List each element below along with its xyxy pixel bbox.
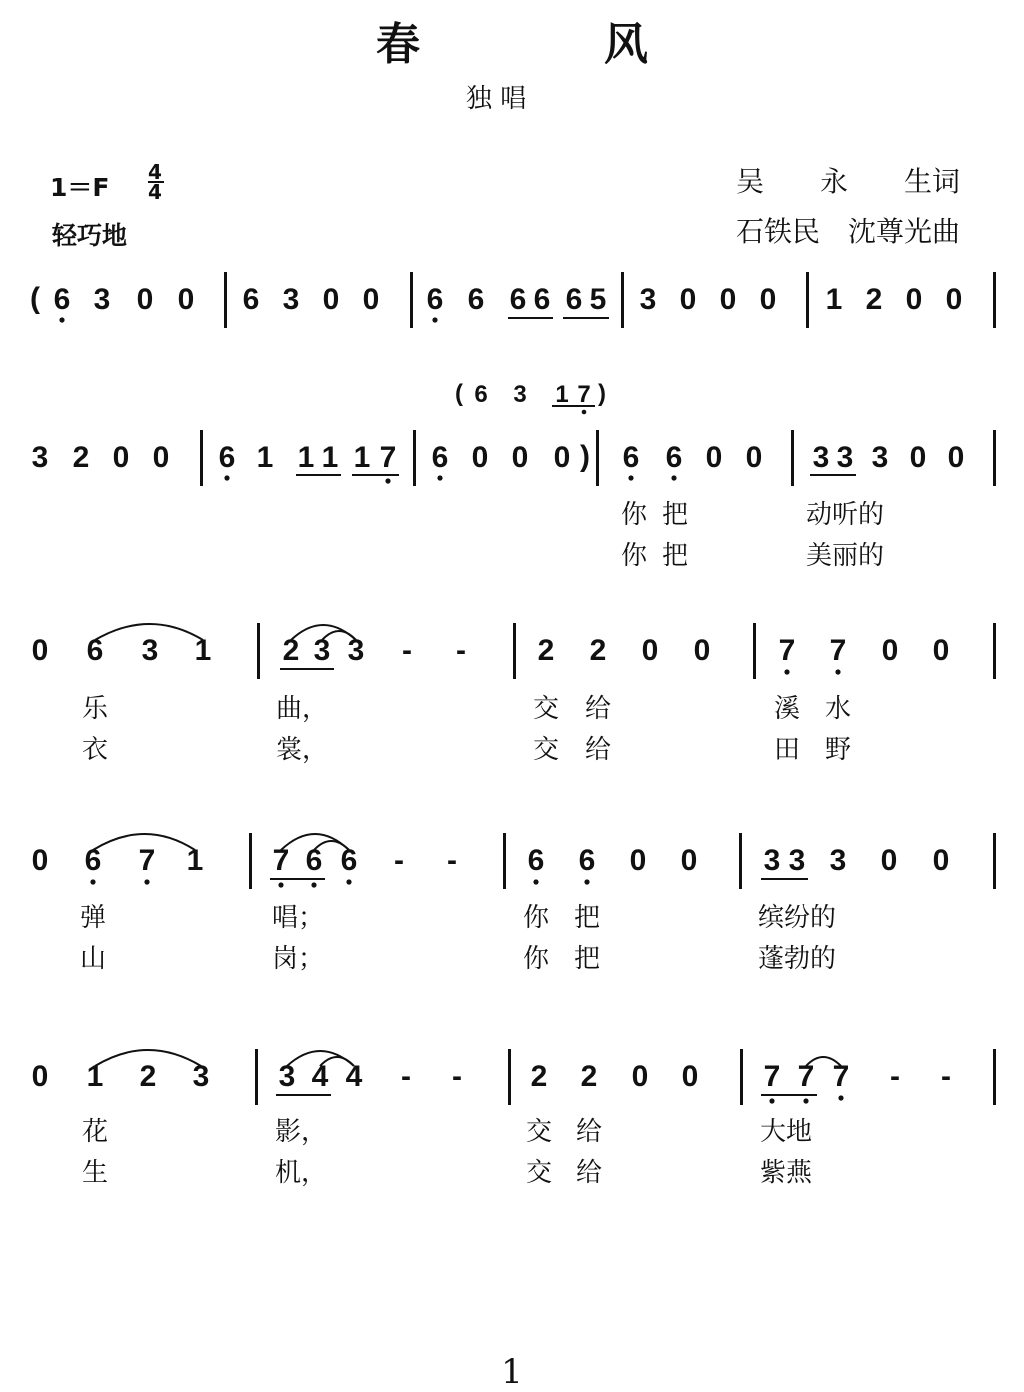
note: 0 bbox=[553, 441, 571, 474]
note: 1 bbox=[186, 844, 204, 877]
lyric-r2-v2: 美丽的 bbox=[806, 541, 885, 571]
slur bbox=[314, 841, 349, 850]
note: 0 bbox=[31, 844, 49, 877]
note: 3 bbox=[763, 844, 781, 877]
note: 3 bbox=[31, 441, 49, 474]
note: 0 bbox=[745, 441, 763, 474]
note: 1 bbox=[297, 441, 315, 474]
note: 2 bbox=[865, 283, 883, 316]
low-octave-dot bbox=[144, 879, 149, 884]
lyric-r3-v2: 田 bbox=[773, 735, 801, 765]
note: 0 bbox=[719, 283, 737, 316]
lyric-r2-v2: 你 bbox=[620, 541, 648, 571]
note: 0 bbox=[932, 844, 950, 877]
low-octave-dot bbox=[278, 882, 283, 887]
note: 1 bbox=[555, 381, 569, 408]
low-octave-dot bbox=[584, 879, 589, 884]
lyric-r3-v1: 乐 bbox=[81, 694, 109, 724]
note: 6 bbox=[340, 844, 358, 877]
note: 0 bbox=[362, 283, 380, 316]
lyric-r3-v2: 裳， bbox=[276, 735, 329, 765]
low-octave-dot bbox=[432, 317, 437, 322]
note: 0 bbox=[511, 441, 529, 474]
note: 2 bbox=[537, 634, 555, 667]
note: 6 bbox=[53, 283, 71, 316]
close-paren: ) bbox=[580, 440, 590, 473]
note: 6 bbox=[86, 634, 104, 667]
note: - bbox=[941, 1060, 951, 1093]
lyric-r3-v1: 水 bbox=[824, 694, 852, 724]
note: 3 bbox=[871, 441, 889, 474]
lyric-r3-v2: 交 bbox=[532, 735, 560, 765]
low-octave-dot bbox=[385, 478, 390, 483]
note: - bbox=[394, 844, 404, 877]
note: 1 bbox=[194, 634, 212, 667]
lyricist-credit: 吴 永 生词 bbox=[736, 165, 961, 198]
note: 3 bbox=[513, 381, 527, 408]
low-octave-dot bbox=[533, 879, 538, 884]
lyric-r5-v2: 交 bbox=[525, 1158, 553, 1188]
note: 6 bbox=[622, 441, 640, 474]
low-octave-dot bbox=[437, 475, 442, 480]
lyric-r4-v2: 蓬勃的 bbox=[758, 944, 837, 974]
note: 2 bbox=[589, 634, 607, 667]
note: 0 bbox=[945, 283, 963, 316]
note: 3 bbox=[282, 283, 300, 316]
note: 4 bbox=[345, 1060, 363, 1093]
lyric-r5-v1: 大地 bbox=[760, 1117, 813, 1147]
key-signature: 1＝F bbox=[50, 173, 110, 202]
note: 6 bbox=[578, 844, 596, 877]
note: 3 bbox=[192, 1060, 210, 1093]
lyric-r4-v2: 岗； bbox=[272, 944, 325, 974]
low-octave-dot bbox=[838, 1095, 843, 1100]
note: - bbox=[890, 1060, 900, 1093]
lyric-r5-v2: 给 bbox=[575, 1158, 603, 1188]
note: 3 bbox=[836, 441, 854, 474]
note: 7 bbox=[797, 1060, 815, 1093]
note: 3 bbox=[278, 1060, 296, 1093]
alt-open-paren: ( bbox=[455, 380, 463, 407]
lyric-r5-v2: 机， bbox=[275, 1158, 328, 1188]
note: 0 bbox=[905, 283, 923, 316]
note: 4 bbox=[311, 1060, 329, 1093]
lyric-r3-v1: 交 bbox=[532, 694, 560, 724]
low-octave-dot bbox=[59, 317, 64, 322]
note: 2 bbox=[282, 634, 300, 667]
note: 0 bbox=[177, 283, 195, 316]
lyric-r4-v2: 山 bbox=[79, 944, 107, 974]
note: 0 bbox=[932, 634, 950, 667]
lyric-r4-v1: 弹 bbox=[79, 903, 107, 933]
lyric-r4-v1: 缤纷的 bbox=[758, 903, 837, 933]
note: 2 bbox=[580, 1060, 598, 1093]
note: 1 bbox=[86, 1060, 104, 1093]
note: 3 bbox=[141, 634, 159, 667]
slur bbox=[806, 1057, 841, 1066]
note: 0 bbox=[680, 844, 698, 877]
note: - bbox=[452, 1060, 462, 1093]
note: 0 bbox=[31, 1060, 49, 1093]
note: 0 bbox=[31, 634, 49, 667]
note: 6 bbox=[509, 283, 527, 316]
note: 6 bbox=[305, 844, 323, 877]
tempo-marking: 轻巧地 bbox=[52, 221, 128, 250]
lyric-r4-v1: 你 bbox=[522, 903, 550, 933]
lyric-r3-v2: 衣 bbox=[81, 735, 109, 765]
lyric-r4-v2: 把 bbox=[573, 944, 601, 974]
low-octave-dot bbox=[803, 1098, 808, 1103]
lyric-r5-v1: 给 bbox=[575, 1117, 603, 1147]
lyric-r4-v2: 你 bbox=[522, 944, 550, 974]
note: 0 bbox=[947, 441, 965, 474]
subtitle: 独 唱 bbox=[466, 84, 527, 114]
note: 0 bbox=[681, 1060, 699, 1093]
note: 0 bbox=[759, 283, 777, 316]
note: 0 bbox=[471, 441, 489, 474]
lyric-r2-v2: 把 bbox=[661, 541, 689, 571]
note: 0 bbox=[152, 441, 170, 474]
note: 6 bbox=[474, 381, 488, 408]
low-octave-dot bbox=[784, 669, 789, 674]
low-octave-dot bbox=[628, 475, 633, 480]
time-signature-bottom: 4 bbox=[148, 180, 162, 204]
note: 3 bbox=[829, 844, 847, 877]
low-octave-dot bbox=[835, 669, 840, 674]
note: 2 bbox=[72, 441, 90, 474]
lyric-r5-v2: 紫燕 bbox=[760, 1158, 813, 1188]
lyric-r2-v1: 动听的 bbox=[806, 500, 885, 530]
lyric-r3-v1: 曲， bbox=[276, 694, 329, 724]
note: 3 bbox=[812, 441, 830, 474]
note: 2 bbox=[139, 1060, 157, 1093]
note: 7 bbox=[832, 1060, 850, 1093]
note: 0 bbox=[136, 283, 154, 316]
lyric-r4-v1: 把 bbox=[573, 903, 601, 933]
note: 6 bbox=[218, 441, 236, 474]
lyric-r5-v1: 交 bbox=[525, 1117, 553, 1147]
note: - bbox=[447, 844, 457, 877]
note: 3 bbox=[788, 844, 806, 877]
note: 0 bbox=[641, 634, 659, 667]
lyric-r3-v1: 溪 bbox=[773, 694, 801, 724]
slur bbox=[95, 1050, 201, 1066]
note: 6 bbox=[242, 283, 260, 316]
note: 7 bbox=[763, 1060, 781, 1093]
note: 0 bbox=[881, 634, 899, 667]
note: 6 bbox=[665, 441, 683, 474]
note: 6 bbox=[431, 441, 449, 474]
lyric-r4-v1: 唱； bbox=[272, 903, 325, 933]
note: 0 bbox=[705, 441, 723, 474]
lyric-r5-v1: 影， bbox=[275, 1117, 328, 1147]
composer-credit: 石铁民 沈尊光曲 bbox=[736, 215, 961, 248]
note: 3 bbox=[93, 283, 111, 316]
slur bbox=[93, 834, 195, 850]
title-char-1: 春 bbox=[376, 19, 420, 70]
page-number: 1 bbox=[501, 1352, 523, 1392]
note: 7 bbox=[379, 441, 397, 474]
note: 5 bbox=[589, 283, 607, 316]
note: 2 bbox=[530, 1060, 548, 1093]
note: 0 bbox=[909, 441, 927, 474]
note: 7 bbox=[829, 634, 847, 667]
lyric-r5-v1: 花 bbox=[81, 1117, 109, 1147]
title-char-2: 风 bbox=[604, 19, 648, 70]
note: 7 bbox=[778, 634, 796, 667]
slur bbox=[95, 624, 203, 640]
note: 0 bbox=[880, 844, 898, 877]
lyric-r5-v2: 生 bbox=[81, 1158, 109, 1188]
low-octave-dot bbox=[769, 1098, 774, 1103]
note: 6 bbox=[467, 283, 485, 316]
note: 6 bbox=[565, 283, 583, 316]
note: 0 bbox=[631, 1060, 649, 1093]
note: - bbox=[402, 634, 412, 667]
note: 3 bbox=[639, 283, 657, 316]
lyric-r3-v2: 给 bbox=[584, 735, 612, 765]
low-octave-dot bbox=[224, 475, 229, 480]
lyric-r3-v2: 野 bbox=[824, 735, 852, 765]
note: 1 bbox=[825, 283, 843, 316]
low-octave-dot bbox=[90, 879, 95, 884]
note: 1 bbox=[321, 441, 339, 474]
note: 0 bbox=[112, 441, 130, 474]
note: 3 bbox=[313, 634, 331, 667]
note: 0 bbox=[629, 844, 647, 877]
note: 1 bbox=[353, 441, 371, 474]
note: 7 bbox=[272, 844, 290, 877]
lyric-r3-v1: 给 bbox=[584, 694, 612, 724]
low-octave-dot bbox=[346, 879, 351, 884]
note: - bbox=[401, 1060, 411, 1093]
low-octave-dot bbox=[311, 882, 316, 887]
note: 6 bbox=[527, 844, 545, 877]
alt-close-paren: ) bbox=[598, 380, 606, 407]
note: 6 bbox=[533, 283, 551, 316]
low-octave-dot bbox=[582, 410, 587, 415]
note: 7 bbox=[138, 844, 156, 877]
note: - bbox=[456, 634, 466, 667]
note: 1 bbox=[256, 441, 274, 474]
lyric-r2-v1: 把 bbox=[661, 500, 689, 530]
slur bbox=[322, 631, 356, 640]
lyric-r2-v1: 你 bbox=[620, 500, 648, 530]
note: 0 bbox=[322, 283, 340, 316]
note: 0 bbox=[679, 283, 697, 316]
note: 3 bbox=[347, 634, 365, 667]
slur bbox=[320, 1057, 354, 1066]
note: 6 bbox=[426, 283, 444, 316]
low-octave-dot bbox=[671, 475, 676, 480]
time-signature-top: 4 bbox=[148, 160, 162, 184]
note: 6 bbox=[84, 844, 102, 877]
note: 7 bbox=[577, 381, 591, 408]
note: 0 bbox=[693, 634, 711, 667]
open-paren: ( bbox=[30, 282, 40, 315]
